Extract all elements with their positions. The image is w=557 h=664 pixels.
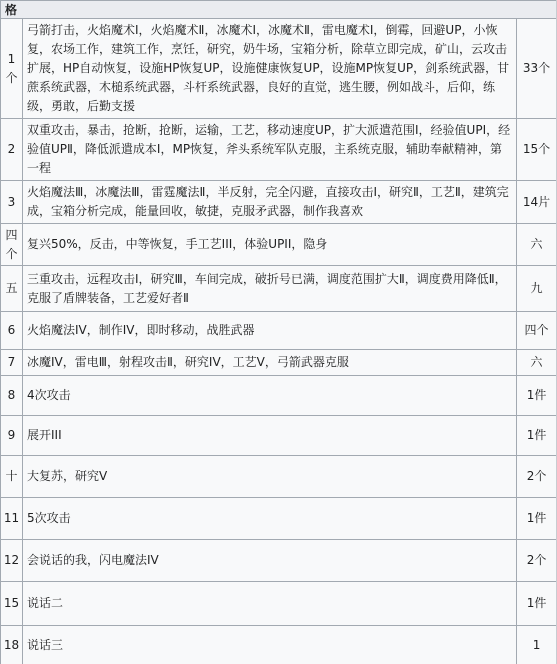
table-row xyxy=(1,224,557,266)
row-skills: 复兴50%，反击，中等恢复，手工艺III，体验UPII，隐身 xyxy=(23,224,517,266)
table-header-row xyxy=(1,1,557,19)
table-row xyxy=(1,312,557,350)
row-skills: 冰魔IV，雷电Ⅲ，射程攻击Ⅱ，研究IV，工艺Ⅴ，弓箭武器克服 xyxy=(23,350,517,376)
row-skills: 说话三 xyxy=(23,626,517,664)
row-skills: 展开III xyxy=(23,416,517,456)
row-number: 1个 xyxy=(1,19,23,119)
row-number: 十 xyxy=(1,456,23,498)
table-row xyxy=(1,119,557,181)
row-number: 四个 xyxy=(1,224,23,266)
row-count: 1 xyxy=(517,626,557,664)
table-row xyxy=(1,582,557,626)
row-skills: 火焰魔法IV，制作IV，即时移动，战胜武器 xyxy=(23,312,517,350)
row-count: 九 xyxy=(517,266,557,312)
row-count: 1件 xyxy=(517,582,557,626)
row-count: 14片 xyxy=(517,181,557,224)
row-number: 15 xyxy=(1,582,23,626)
row-count: 2个 xyxy=(517,540,557,582)
table-row xyxy=(1,376,557,416)
row-skills: 弓箭打击，火焰魔术Ⅰ，火焰魔术Ⅱ，冰魔术Ⅰ，冰魔术Ⅱ，雷电魔术Ⅰ，倒霉，回避UP，小恢复，农场工作，建筑工作，烹饪，研究，奶牛场，宝箱分析，除草立即完成，矿山，云攻击扩展，HP自动恢复，设施HP恢复UP，设施健康恢复UP，设施MP恢复UP，剑系统武器，甘蔗系统武器，木槌系统武器，斗杆系统武器，良好的直觉，逃生腰，例如战斗，后仰，练级，勇敢，后勤支援 xyxy=(23,19,517,119)
table-row xyxy=(1,498,557,540)
row-count: 四个 xyxy=(517,312,557,350)
table-row xyxy=(1,456,557,498)
row-count: 六 xyxy=(517,224,557,266)
column-header: 格 xyxy=(1,1,557,19)
table-row xyxy=(1,350,557,376)
row-number: 7 xyxy=(1,350,23,376)
row-count: 2个 xyxy=(517,456,557,498)
row-number: 8 xyxy=(1,376,23,416)
row-count: 六 xyxy=(517,350,557,376)
row-count: 1件 xyxy=(517,376,557,416)
row-number: 11 xyxy=(1,498,23,540)
row-number: 2 xyxy=(1,119,23,181)
row-skills: 大复苏，研究V xyxy=(23,456,517,498)
row-count: 1件 xyxy=(517,498,557,540)
table-row xyxy=(1,266,557,312)
row-number: 五 xyxy=(1,266,23,312)
row-number: 12 xyxy=(1,540,23,582)
row-skills: 火焰魔法Ⅲ，冰魔法Ⅲ，雷霆魔法Ⅱ，半反射，完全闪避，直接攻击Ⅰ，研究Ⅱ，工艺Ⅱ，建筑完成，宝箱分析完成，能量回收，敏捷，克服矛武器，制作我喜欢 xyxy=(23,181,517,224)
table-row xyxy=(1,540,557,582)
row-skills: 会说话的我，闪电魔法IV xyxy=(23,540,517,582)
row-skills: 4次攻击 xyxy=(23,376,517,416)
row-number: 18 xyxy=(1,626,23,664)
table-row xyxy=(1,626,557,664)
row-skills: 三重攻击，远程攻击Ⅰ，研究Ⅲ，车间完成，破折号已满，调度范围扩大Ⅱ，调度费用降低Ⅱ，克服了盾牌装备，工艺爱好者Ⅱ xyxy=(23,266,517,312)
row-count: 15个 xyxy=(517,119,557,181)
row-number: 3 xyxy=(1,181,23,224)
table-row xyxy=(1,416,557,456)
row-count: 33个 xyxy=(517,19,557,119)
table-row xyxy=(1,181,557,224)
row-count: 1件 xyxy=(517,416,557,456)
row-number: 9 xyxy=(1,416,23,456)
row-skills: 5次攻击 xyxy=(23,498,517,540)
row-number: 6 xyxy=(1,312,23,350)
row-skills: 说话二 xyxy=(23,582,517,626)
table-row xyxy=(1,19,557,119)
row-skills: 双重攻击，暴击，抢断，抢断，运输，工艺，移动速度UP，扩大派遣范围Ⅰ，经验值UPⅠ，经验值UPⅡ，降低派遣成本Ⅰ，MP恢复，斧头系统军队克服，主系统克服，辅助奉献精神，第一程 xyxy=(23,119,517,181)
